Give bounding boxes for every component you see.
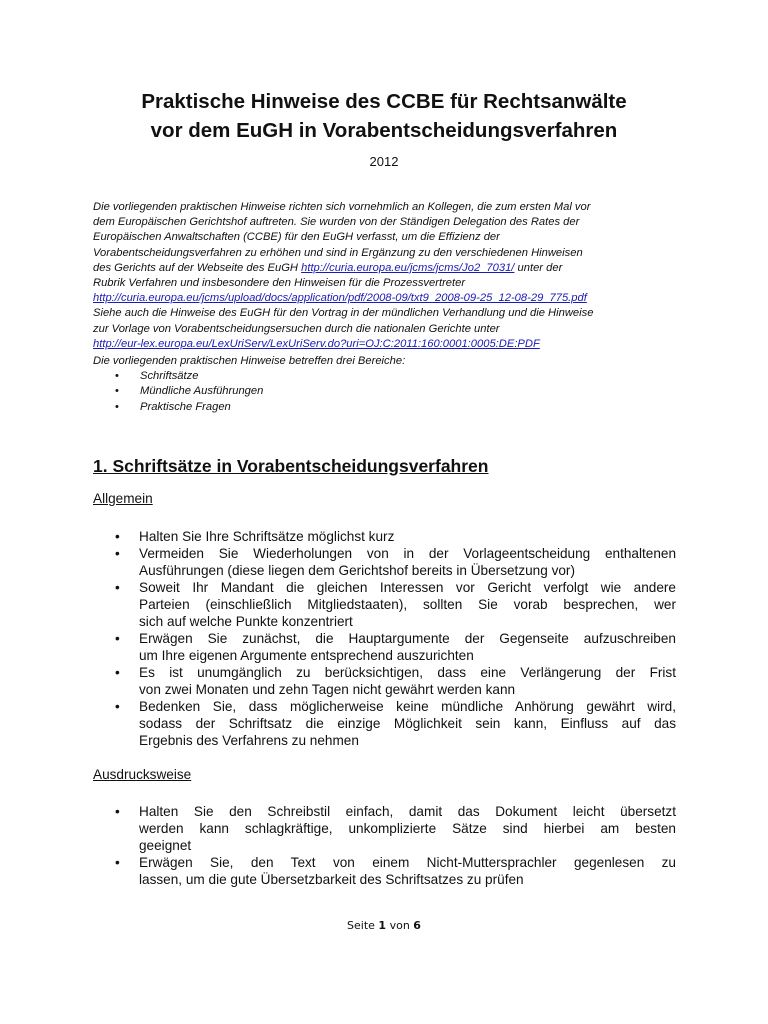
intro-line	[93, 291, 683, 306]
bullet-icon: •	[115, 580, 120, 595]
area-label: Praktische Fragen	[140, 400, 231, 413]
bullet-text-line: Es ist unumgänglich zu berücksichtigen, dass eine Verlängerung der Frist	[139, 665, 676, 680]
bullet-text-line: lassen, um die gute Übersetzbarkeit des Schriftsatzes zu prüfen	[139, 872, 524, 887]
list-item	[93, 579, 676, 630]
intro-line: Die vorliegenden praktischen Hinweise richten sich vornehmlich an Kollegen, die zum ersten Mal vor	[93, 201, 591, 213]
subheading-general: Allgemein	[93, 491, 153, 506]
document-title	[90, 87, 678, 145]
list-item	[93, 664, 676, 698]
list-item	[93, 384, 683, 399]
curia-procedure-link[interactable]: http://curia.europa.eu/jcms/jcms/Jo2_7031/	[301, 261, 515, 274]
expression-bullet-list	[93, 803, 676, 888]
bullet-text-line: Ergebnis des Verfahrens zu nehmen	[139, 733, 359, 748]
bullet-text-line: sich auf welche Punkte konzentriert	[139, 614, 353, 629]
list-item	[93, 854, 676, 888]
eur-lex-link[interactable]: http://eur-lex.europa.eu/LexUriServ/LexUriServ.do?uri=OJ:C:2011:160:0001:0005:DE:PDF	[93, 337, 540, 350]
bullet-text-line: Bedenken Sie, dass möglicherweise keine mündliche Anhörung gewährt wird,	[139, 699, 676, 714]
bullet-text-line: Vermeiden Sie Wiederholungen von in der Vorlageentscheidung enthaltenen	[139, 546, 676, 561]
bullet-icon: •	[115, 855, 120, 870]
list-item	[93, 545, 676, 579]
bullet-icon: •	[115, 400, 119, 413]
bullet-icon: •	[115, 529, 120, 544]
bullet-text-line: Halten Sie den Schreibstil einfach, damit das Dokument leicht übersetzt	[139, 804, 676, 819]
total-page-count: 6	[413, 919, 421, 932]
areas-list	[93, 369, 683, 415]
intro-line: Vorabentscheidungsverfahren zu erhöhen und sind in Ergänzung zu den verschiedenen Hinweisen	[93, 246, 583, 259]
document-year: 2012	[369, 154, 399, 169]
intro-paragraph	[93, 200, 683, 352]
intro-line: zur Vorlage von Vorabentscheidungsersuchen durch die nationalen Gerichte unter	[93, 322, 500, 335]
bullet-icon: •	[115, 370, 119, 383]
bullet-text-line: geeignet	[139, 838, 192, 853]
areas-intro: Die vorliegenden praktischen Hinweise betreffen drei Bereiche:	[93, 355, 406, 367]
bullet-text-line: um Ihre eigenen Argumente entsprechend auszurichten	[139, 648, 474, 663]
list-item	[93, 369, 683, 384]
bullet-text-line: werden kann schlagkräftige, unkomplizierte Sätze sind hierbei am besten	[139, 821, 676, 836]
bullet-icon: •	[115, 631, 120, 646]
list-item	[93, 400, 683, 415]
list-item	[93, 528, 676, 545]
page-footer	[0, 919, 768, 932]
bullet-icon: •	[115, 699, 120, 714]
footer-word: von	[389, 919, 410, 932]
bullet-text-line: Ausführungen (diese liegen dem Gerichtshof bereits in Übersetzung vor)	[139, 563, 575, 578]
bullet-text-line: Parteien (einschließlich Mitgliedstaaten), sollten Sie vorab besprechen, wer	[139, 597, 676, 612]
curia-pdf-link[interactable]: http://curia.europa.eu/jcms/upload/docs/application/pdf/2008-09/txt9_2008-09-25_12-08-29_775.pdf	[93, 292, 587, 305]
bullet-text-line: Soweit Ihr Mandant die gleichen Interessen vor Gericht verfolgt wie andere	[139, 580, 676, 595]
intro-line: Rubrik Verfahren und insbesondere den Hinweisen für die Prozessvertreter	[93, 277, 466, 290]
bullet-icon: •	[115, 385, 119, 398]
intro-text: des Gerichts auf der Webseite des EuGH	[93, 261, 302, 274]
intro-line	[93, 337, 683, 352]
bullet-icon: •	[115, 665, 120, 680]
subheading-expression: Ausdrucksweise	[93, 767, 192, 782]
bullet-icon: •	[115, 546, 120, 561]
areas-block	[93, 354, 683, 415]
footer-word: Seite	[347, 919, 375, 932]
bullet-text-line: sodass der Schriftsatz die einzige Möglichkeit sein kann, Einfluss auf das	[139, 716, 676, 731]
area-label: Schriftsätze	[140, 370, 199, 383]
intro-line: Europäischen Anwaltschaften (CCBE) für den EuGH verfasst, um die Effizienz der	[93, 231, 500, 244]
bullet-icon: •	[115, 804, 120, 819]
bullet-text-line: Erwägen Sie, den Text von einem Nicht-Muttersprachler gegenlesen zu	[139, 855, 676, 870]
intro-text: unter der	[514, 261, 563, 274]
section-1-heading: 1. Schriftsätze in Vorabentscheidungsverfahren	[93, 456, 489, 476]
general-bullet-list	[93, 528, 676, 749]
intro-line: Siehe auch die Hinweise des EuGH für den Vortrag in der mündlichen Verhandlung und die Hinweise	[93, 307, 594, 320]
bullet-text-line: Erwägen Sie zunächst, die Hauptargumente der Gegenseite aufzuschreiben	[139, 631, 676, 646]
intro-line	[93, 261, 683, 276]
current-page-number: 1	[378, 919, 387, 932]
bullet-text-line: von zwei Monaten und zehn Tagen nicht gewährt werden kann	[139, 682, 516, 697]
title-line-2: vor dem EuGH in Vorabentscheidungsverfahren	[150, 119, 618, 142]
area-label: Mündliche Ausführungen	[140, 385, 264, 398]
bullet-text-line: Halten Sie Ihre Schriftsätze möglichst kurz	[139, 529, 395, 544]
list-item	[93, 630, 676, 664]
intro-line: dem Europäischen Gerichtshof auftreten. Sie wurden von der Ständigen Delegation des Rates der	[93, 216, 580, 229]
list-item	[93, 803, 676, 854]
title-line-1: Praktische Hinweise des CCBE für Rechtsanwälte	[141, 90, 627, 113]
list-item	[93, 698, 676, 749]
